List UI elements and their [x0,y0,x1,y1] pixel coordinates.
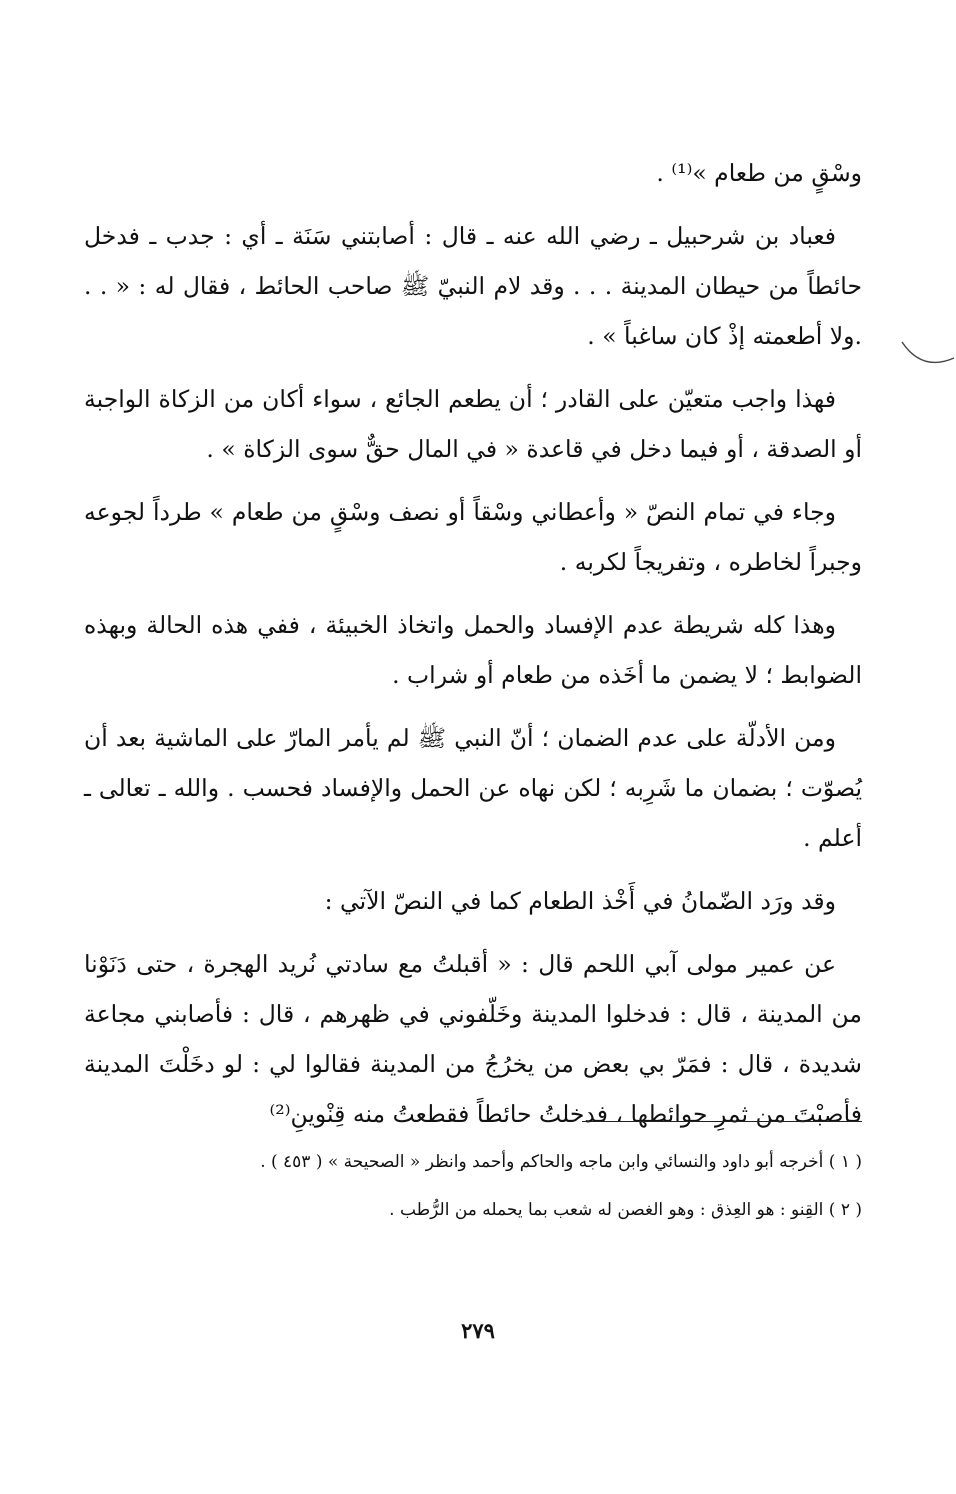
paragraph-4: وجاء في تمام النصّ « وأعطاني وسْقاً أو نصف وسْقٍ من طعام » طرداً لجوعه وجبراً لخاطره ، وتفريجاً لكربه . [84,498,862,576]
paragraph-8: عن عمير مولى آبي اللحم قال : « أقبلتُ مع سادتي نُريد الهجرة ، حتى دَنَوْنا من المدينة ، قال : فدخلوا المدينة وخَلّفوني في ظهرهم ، قال : فأصابني مجاعة شديدة ، قال : فمَرّ بي بعض من يخرُجُ من المدينة فقالوا لي : لو دخَلْتَ المدينة فأصبْتَ من ثمرِ حوائطها ، فدخلتُ حائطاً فقطعتُ منه قِنْوينِ⁽²⁾ [84,950,862,1128]
footnote-divider [582,1121,862,1122]
footnote-2: ( ٢ ) القِنو : هو العِذق : وهو الغصن له شعب بما يحمله من الرُّطب . [389,1200,862,1220]
paragraph-1: وسْقٍ من طعام »⁽¹⁾ . [656,159,862,187]
footnote-1: ( ١ ) أخرجه أبو داود والنسائي وابن ماجه والحاكم وأحمد وانظر « الصحيحة » ( ٤٥٣ ) . [260,1152,862,1172]
paragraph-3: فهذا واجب متعيّن على القادر ؛ أن يطعم الجائع ، سواء أكان من الزكاة الواجبة أو الصدقة ، أو فيما دخل في قاعدة « في المال حقٌّ سوى الزكاة » . [84,385,862,463]
main-text [84,148,862,1152]
paragraph-6: ومن الأدلّة على عدم الضمان ؛ أنّ النبي ﷺ لم يأمر المارّ على الماشية بعد أن يُصوّت ؛ بضمان ما شَرِبه ؛ لكن نهاه عن الحمل والإفساد فحسب . والله ـ تعالى ـ أعلم . [84,724,862,852]
footnotes [84,1142,862,1238]
page-number: ٢٧٩ [461,1318,495,1343]
scan-mark [900,338,956,374]
paragraph-7: وقد ورَد الضّمانُ في أَخْذ الطعام كما في النصّ الآتي : [324,887,836,915]
paragraph-2: فعباد بن شرحبيل ـ رضي الله عنه ـ قال : أصابتني سَنَة ـ أي : جدب ـ فدخل حائطاً من حيطان المدينة . . . وقد لام النبيّ ﷺ صاحب الحائط ، فقال له : « . . .ولا أطعمته إذْ كان ساغباً » . [84,222,862,350]
paragraph-5: وهذا كله شريطة عدم الإفساد والحمل واتخاذ الخبيئة ، ففي هذه الحالة وبهذه الضوابط ؛ لا يضمن ما أخَذه من طعام أو شراب . [84,611,862,689]
